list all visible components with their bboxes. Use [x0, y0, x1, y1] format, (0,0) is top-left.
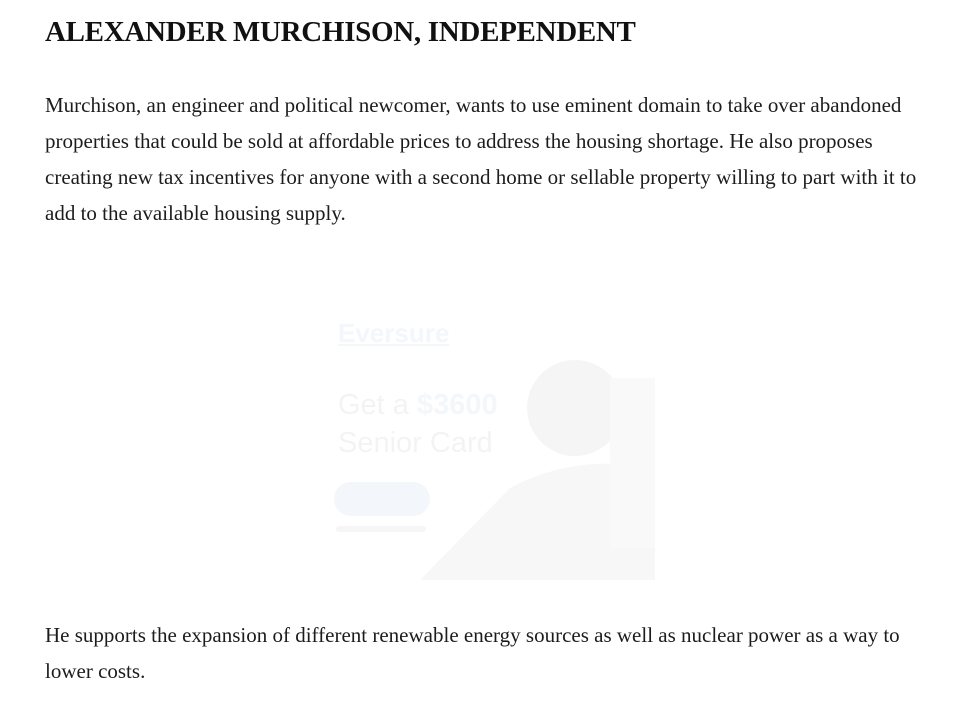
ad-cta-button[interactable] — [334, 482, 430, 516]
ad-brand[interactable]: Eversure — [338, 318, 450, 348]
ad-person-image — [420, 358, 655, 580]
ad-headline-prefix: Get a — [338, 389, 417, 421]
ad-headline-amount: $3600 — [417, 389, 498, 421]
candidate-paragraph-housing: Murchison, an engineer and political newcomer, wants to use eminent domain to take over abandoned properties that could be sold at affordable prices to address the housing shortage. He also proposes creating new tax incentives for anyone with a second home or sellable property willing to part with it to add to the available housing supply. — [45, 93, 917, 225]
faded-advertisement[interactable] — [330, 268, 655, 580]
ad-headline-suffix: Senior Card — [338, 427, 493, 459]
candidate-paragraph-energy: He supports the expansion of different renewable energy sources as well as nuclear power as a way to lower costs. — [45, 623, 900, 683]
ad-fine-print — [336, 526, 426, 532]
candidate-heading: ALEXANDER MURCHISON, INDEPENDENT — [45, 16, 636, 48]
